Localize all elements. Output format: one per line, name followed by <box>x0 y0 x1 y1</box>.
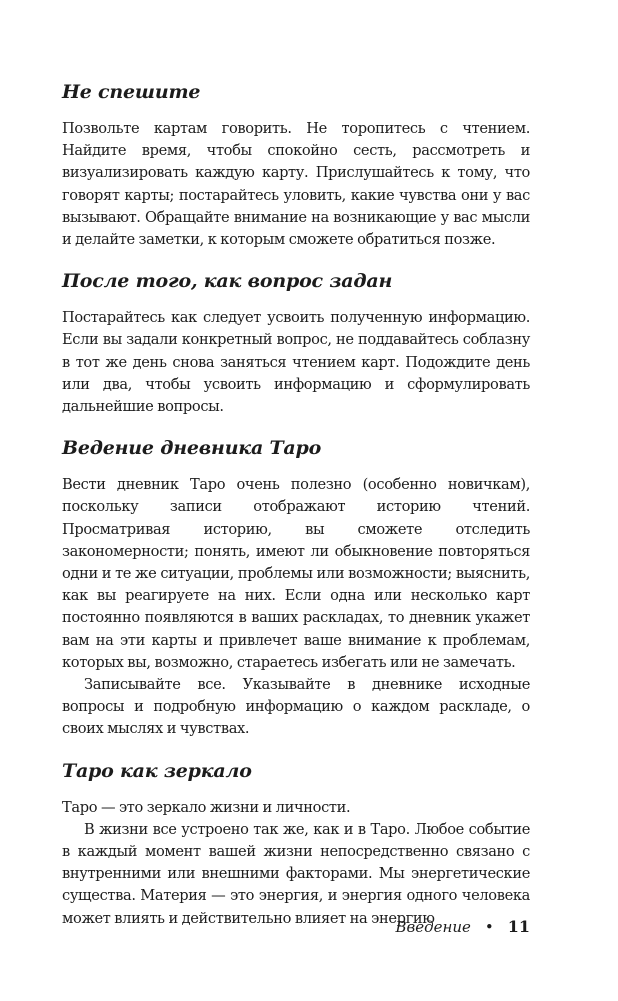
page-footer <box>395 917 530 936</box>
section-dont-rush <box>62 80 530 251</box>
running-footer-label: Введение <box>395 918 471 936</box>
section-heading: Таро как зеркало <box>62 759 252 782</box>
section-heading: Ведение дневника Таро <box>62 437 322 460</box>
section-after-question <box>62 269 530 418</box>
section-heading: Не спешите <box>62 81 201 103</box>
section-tarot-journal <box>62 436 530 740</box>
section-tarot-mirror <box>62 759 530 930</box>
paragraph: В жизни все устроено так же, как и в Таро. Любое событие в каждый момент вашей жизни непосредственно связано с внутренними или внешними факторами. Мы энергетические существа. Материя — это энергия, и энергия одного человека может влиять и действительно влияет на энергию <box>62 820 530 927</box>
page-number: 11 <box>507 917 530 936</box>
paragraph: Позвольте картам говорить. Не торопитесь с чтением. Найдите время, чтобы спокойно сесть, рассмотреть и визуализировать каждую карту. Прислушайтесь к тому, что говорят карты; постарайтесь уловить, какие чувства они у вас вызывают. Обращайте внимание на возникающие у вас мысли и делайте заметки, к которым сможете обратиться позже. <box>62 120 530 249</box>
paragraph: Таро — это зеркало жизни и личности. <box>62 798 351 816</box>
section-heading: После того, как вопрос задан <box>62 270 393 293</box>
paragraph: Постарайтесь как следует усвоить полученную информацию. Если вы задали конкретный вопрос, не поддавайтесь соблазну в тот же день снова заняться чтением карт. Подождите день или два, чтобы усвоить информацию и сформулировать дальнейшие вопросы. <box>62 309 530 416</box>
footer-bullet: • <box>484 918 494 936</box>
paragraph: Записывайте все. Указывайте в дневнике исходные вопросы и подробную информацию о каждом раскладе, о своих мыслях и чувствах. <box>62 676 530 738</box>
paragraph: Вести дневник Таро очень полезно (особенно новичкам), поскольку записи отображают историю чтений. Просматривая историю, вы сможете отследить закономерности; понять, имеют ли обыкновение повторяться одни и те же ситуации, проблемы или возможности; выяснить, как вы реагируете на них. Если одна или несколько карт постоянно появляются в ваших раскладах, то дневник укажет вам на эти карты и привлечет ваше внимание к проблемам, которых вы, возможно, стараетесь избегать или не замечать. <box>62 476 530 671</box>
book-page <box>62 80 530 948</box>
